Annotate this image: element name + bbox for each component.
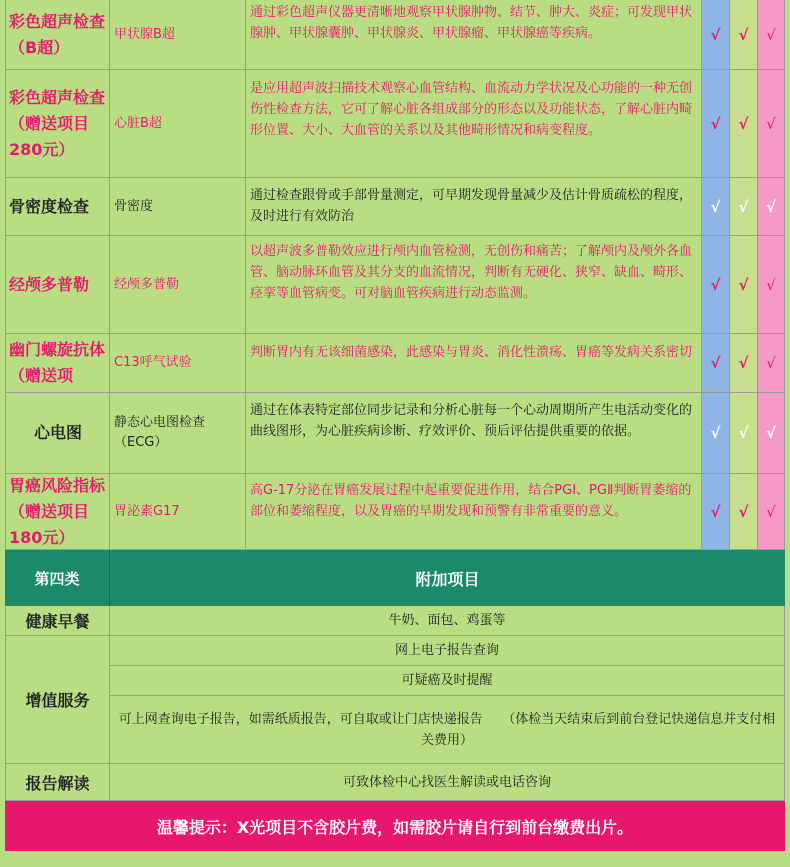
exam-name: 幽门螺旋抗体（赠送项 bbox=[5, 334, 110, 393]
category-label: 第四类 bbox=[5, 550, 110, 606]
exam-desc: 通过检查跟骨或手部骨量测定，可早期发现骨量减少及估计骨质疏松的程度，及时进行有效防治 bbox=[246, 178, 702, 236]
table-row bbox=[5, 0, 785, 70]
check-mark: √ bbox=[730, 178, 758, 236]
check-mark: √ bbox=[702, 474, 730, 550]
check-mark: √ bbox=[758, 178, 785, 236]
table-row bbox=[5, 474, 785, 550]
report-value: 可致体检中心找医生解读或电话咨询 bbox=[110, 764, 785, 801]
exam-name: 经颅多普勒 bbox=[5, 236, 110, 334]
table-row bbox=[5, 606, 785, 636]
check-mark: √ bbox=[702, 393, 730, 474]
table-row bbox=[5, 764, 785, 801]
check-mark: √ bbox=[758, 334, 785, 393]
exam-name: 心电图 bbox=[5, 393, 110, 474]
check-mark: √ bbox=[702, 178, 730, 236]
exam-name: 彩色超声检查（B超） bbox=[5, 0, 110, 70]
check-mark: √ bbox=[758, 393, 785, 474]
check-mark: √ bbox=[730, 393, 758, 474]
services-label: 增值服务 bbox=[5, 636, 110, 764]
exam-item: 骨密度 bbox=[110, 178, 246, 236]
service-item: 可疑癌及时提醒 bbox=[110, 666, 785, 696]
table-row bbox=[5, 393, 785, 474]
exam-item: 心脏B超 bbox=[110, 70, 246, 178]
category-title: 附加项目 bbox=[415, 569, 480, 589]
check-mark: √ bbox=[702, 334, 730, 393]
check-mark: √ bbox=[758, 70, 785, 178]
check-mark: √ bbox=[702, 70, 730, 178]
check-mark: √ bbox=[730, 474, 758, 550]
check-mark: √ bbox=[758, 0, 785, 70]
category-header bbox=[5, 550, 785, 606]
check-mark: √ bbox=[730, 0, 758, 70]
report-label: 报告解读 bbox=[5, 764, 110, 801]
check-mark: √ bbox=[758, 236, 785, 334]
check-mark: √ bbox=[702, 0, 730, 70]
exam-desc: 以超声波多普勒效应进行颅内血管检测，无创伤和痛苦；了解颅内及颅外各血管、脑动脉环血管及其分支的血流情况，判断有无硬化、狭窄、缺血、畸形、痉挛等血管病变。可对脑血管疾病进行动态监测。 bbox=[246, 236, 702, 334]
exam-item: 经颅多普勒 bbox=[110, 236, 246, 334]
exam-desc: 通过在体表特定部位同步记录和分析心脏每一个心动周期所产生电活动变化的曲线图形，为心脏疾病诊断、疗效评价、预后评估提供重要的依据。 bbox=[246, 393, 702, 474]
breakfast-label: 健康早餐 bbox=[5, 606, 110, 636]
breakfast-value: 牛奶、面包、鸡蛋等 bbox=[110, 606, 785, 636]
check-mark: √ bbox=[730, 334, 758, 393]
exam-item: C13呼气试验 bbox=[110, 334, 246, 393]
service-item: 可上网查询电子报告，如需纸质报告，可自取或让门店快递报告 （体检当天结束后到前台登记快递信息并支付相关费用） bbox=[110, 696, 785, 764]
table-row bbox=[5, 636, 785, 764]
check-mark: √ bbox=[730, 70, 758, 178]
reminder-banner: 温馨提示：X光项目不含胶片费，如需胶片请自行到前台缴费出片。 bbox=[5, 801, 785, 851]
exam-name: 骨密度检查 bbox=[5, 178, 110, 236]
exam-name: 彩色超声检查（赠送项目280元） bbox=[5, 70, 110, 178]
exam-item: 胃泌素G17 bbox=[110, 474, 246, 550]
check-mark: √ bbox=[730, 236, 758, 334]
table-row bbox=[5, 178, 785, 236]
exam-desc: 高G-17分泌在胃癌发展过程中起重要促进作用，结合PGⅠ、PGⅡ判断胃萎缩的部位和萎缩程度，以及胃癌的早期发现和预警有非常重要的意义。 bbox=[246, 474, 702, 550]
exam-desc: 判断胃内有无该细菌感染，此感染与胃炎、消化性溃疡、胃癌等发病关系密切 bbox=[246, 334, 702, 393]
table-row bbox=[5, 236, 785, 334]
exam-name: 胃癌风险指标（赠送项目180元） bbox=[5, 474, 110, 550]
check-mark: √ bbox=[758, 474, 785, 550]
exam-item: 静态心电图检查（ECG） bbox=[110, 393, 246, 474]
exam-desc: 是应用超声波扫描技术观察心血管结构、血流动力学状况及心功能的一种无创伤性检查方法，它可了解心脏各组成部分的形态以及功能状态，了解心脏内畸形位置、大小、大血管的关系以及其他畸形情况和病变程度。 bbox=[246, 70, 702, 178]
service-item: 网上电子报告查询 bbox=[110, 636, 785, 666]
table-row bbox=[5, 70, 785, 178]
exam-item: 甲状腺B超 bbox=[110, 0, 246, 70]
table-row bbox=[5, 334, 785, 393]
check-mark: √ bbox=[702, 236, 730, 334]
exam-desc: 通过彩色超声仪器更清晰地观察甲状腺肿物、结节、肿大、炎症；可发现甲状腺肿、甲状腺囊肿、甲状腺炎、甲状腺瘤、甲状腺癌等疾病。 bbox=[246, 0, 702, 70]
